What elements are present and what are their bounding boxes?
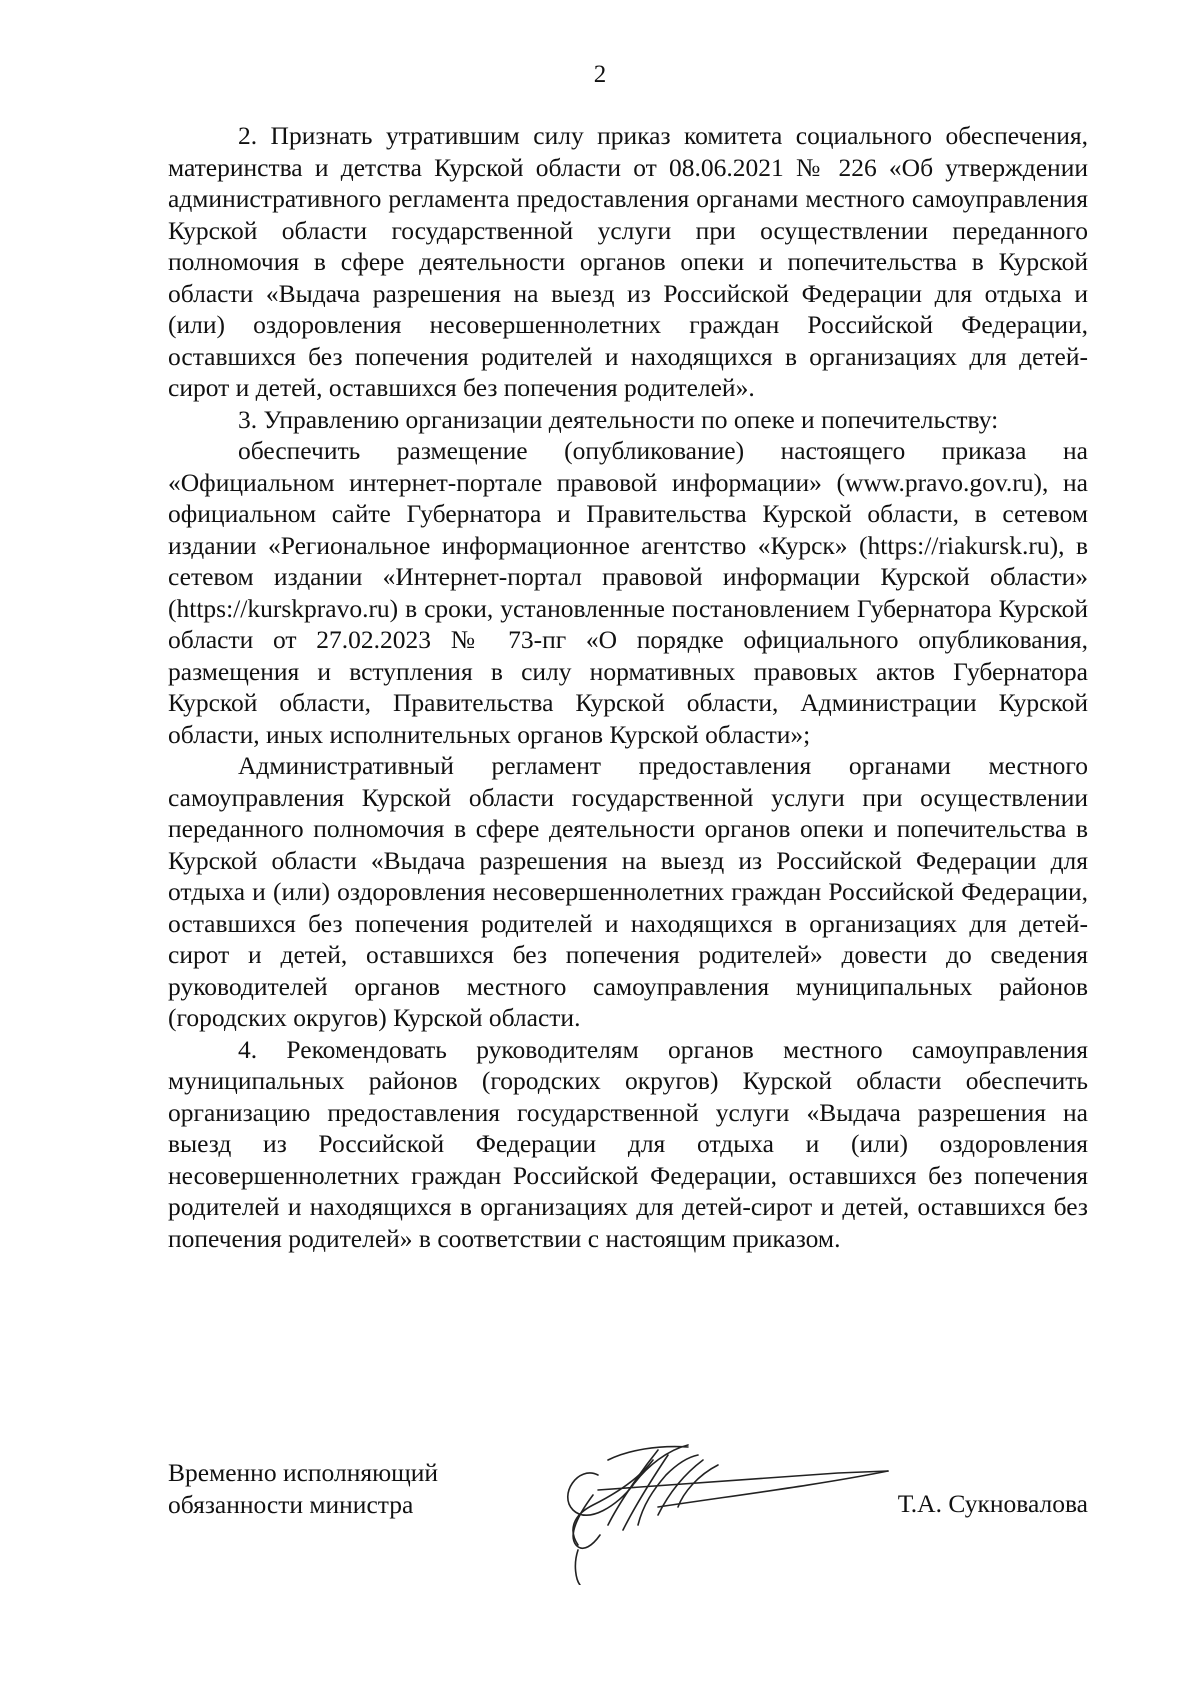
signer-title bbox=[168, 1457, 438, 1520]
signer-title-line-2: обязанности министра bbox=[168, 1489, 414, 1519]
document-body bbox=[168, 120, 1088, 1254]
paragraph-item-2: 2. Признать утратившим силу приказ комитета социального обеспечения, материнства и детства Курской области от 08.06.2021 № 226 «Об утверждении административного регламента предоставления органами местного самоуправления Курской области государственной услуги при осуществлении переданного полномочия в сфере деятельности органов опеки и попечительства в Курской области «Выдача разрешения на выезд из Российской Федерации для отдыха и (или) оздоровления несовершеннолетних граждан Российской Федерации, оставшихся без попечения родителей и находящихся в организациях для детей-сирот и детей, оставшихся без попечения родителей». bbox=[168, 121, 1088, 402]
paragraph-item-4: 4. Рекомендовать руководителям органов местного самоуправления муниципальных районов (городских округов) Курской области обеспечить организацию предоставления государственной услуги «Выдача разрешения на выезд из Российской Федерации для отдыха и (или) оздоровления несовершеннолетних граждан Российской Федерации, оставшихся без попечения родителей и находящихся в организациях для детей-сирот и детей, оставшихся без попечения родителей» в соответствии с настоящим приказом. bbox=[168, 1034, 1088, 1253]
paragraph-item-3: 3. Управлению организации деятельности по опеке и попечительству: bbox=[238, 404, 999, 434]
paragraph-regulation: Административный регламент предоставления органами местного самоуправления Курской области государственной услуги при осуществлении переданного полномочия в сфере деятельности органов опеки и попечительства в Курской области «Выдача разрешения на выезд из Российской Федерации для отдыха и (или) оздоровления несовершеннолетних граждан Российской Федерации, оставшихся без попечения родителей и находящихся в организациях для детей-сирот и детей, оставшихся без попечения родителей» довести до сведения руководителей органов местного самоуправления муниципальных районов (городских округов) Курской области. bbox=[168, 751, 1088, 1032]
signer-title-line-1: Временно исполняющий bbox=[168, 1458, 439, 1487]
signature-block bbox=[168, 1457, 1088, 1577]
handwritten-signature bbox=[538, 1435, 958, 1585]
signer-name: Т.А. Сукновалова bbox=[897, 1489, 1088, 1518]
page-number: 2 bbox=[593, 61, 607, 88]
paragraph-publication: обеспечить размещение (опубликование) настоящего приказа на «Официальном интернет-портале правовой информации» (www.pravo.gov.ru), на официальном сайте Губернатора и Правительства Курской области, в сетевом издании «Региональное информационное агентство «Курск» (https://riakursk.ru), в сетевом издании «Интернет-портал правовой информации Курской области» (https://kurskpravo.ru) в сроки, установленные постановлением Губернатора Курской области от 27.02.2023 № 73-пг «О порядке официального опубликования, размещения и вступления в силу нормативных правовых актов Губернатора Курской области, Правительства Курской области, Администрации Курской области, иных исполнительных органов Курской области»; bbox=[168, 436, 1088, 749]
